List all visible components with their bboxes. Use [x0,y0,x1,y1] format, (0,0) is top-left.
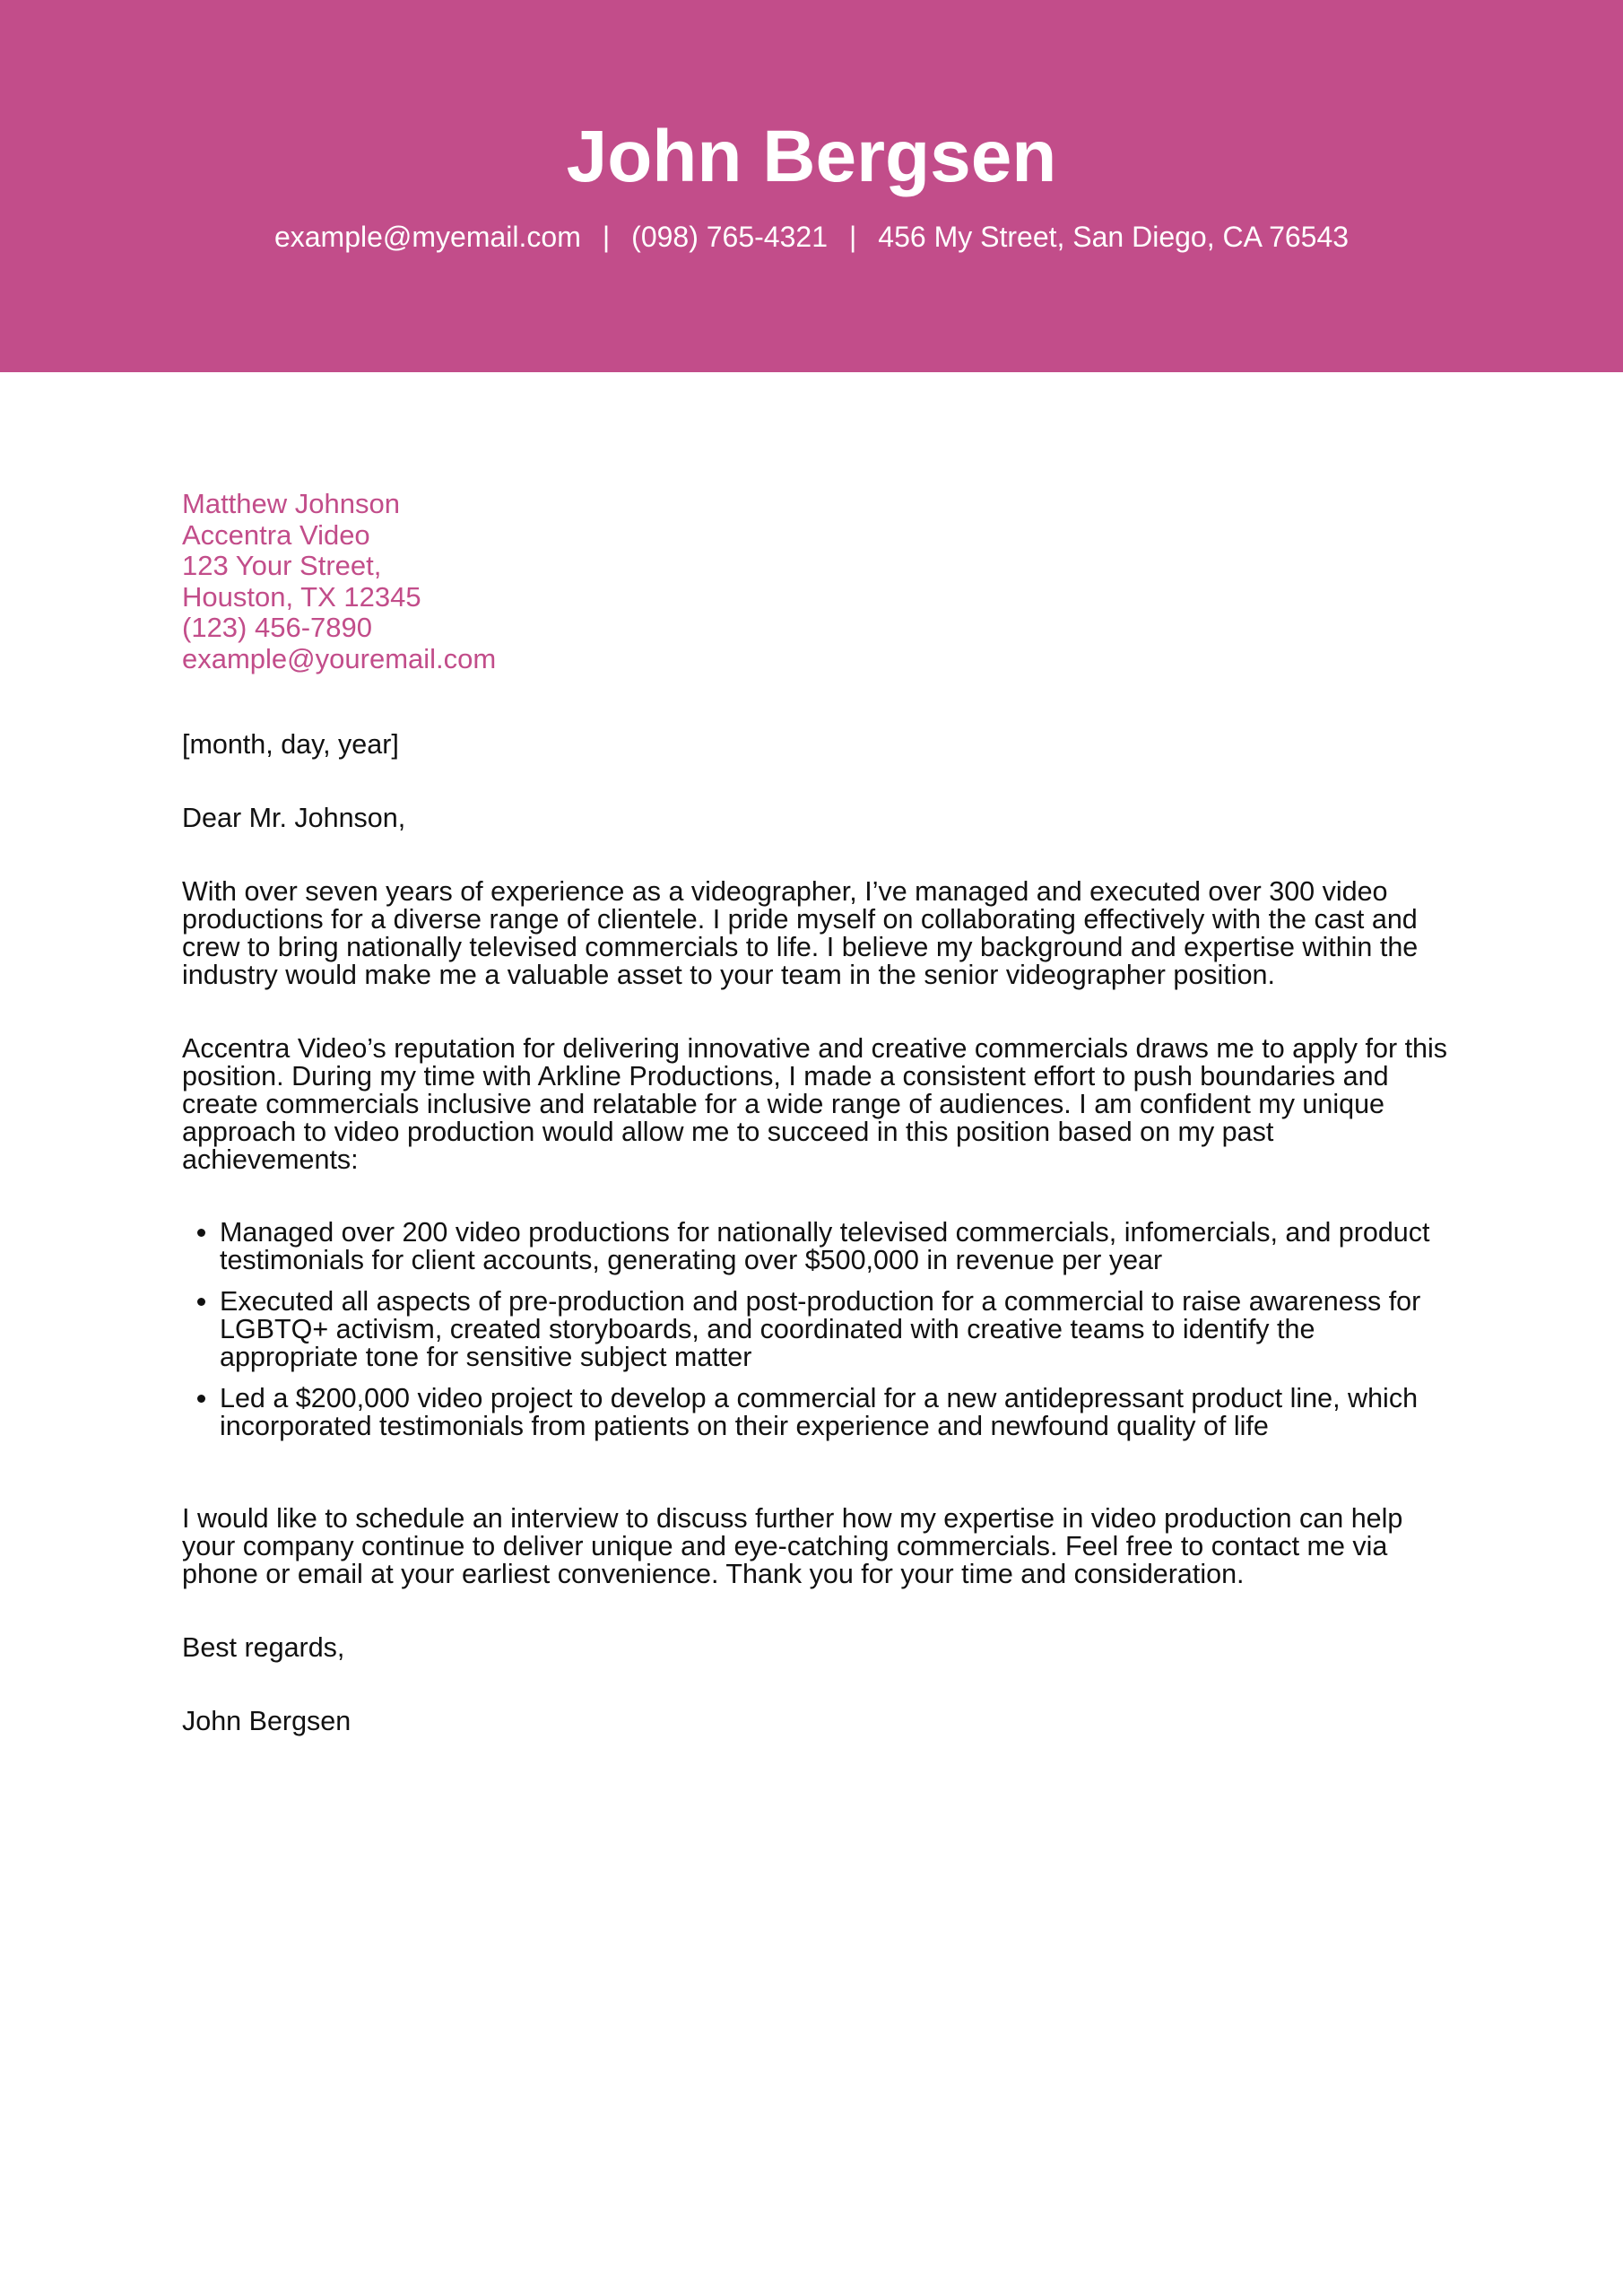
applicant-contact-line [0,217,1623,257]
letter-date: [month, day, year] [182,729,399,760]
header-banner [0,0,1623,372]
applicant-name: John Bergsen [566,116,1057,197]
applicant-email: example@myemail.com [273,221,581,253]
salutation: Dear Mr. Johnson, [182,803,406,833]
closing-phrase: Best regards, [182,1632,345,1663]
applicant-phone: (098) 765-4321 [631,221,828,253]
achievement-item: • Managed over 200 video productions for nationally televised commercials, infomercials, and product testimonials for client accounts, generating over $500,000 in revenue per year [220,1219,1455,1274]
body-paragraph: Accentra Video’s reputation for delivering innovative and creative commercials draws me to apply for this position. During my time with Arkline Productions, I made a consistent effort to push boundaries and create commercials inclusive and relatable for a wide range of audiences. I am confident my unique approach to video production would allow me to succeed in this position based on my past achievements: [182,1033,1448,1175]
achievement-item: • Executed all aspects of pre-production and post-production for a commercial to raise awareness for LGBTQ+ activism, created storyboards, and coordinated with creative teams to identify the appropriate tone for sensitive subject matter [220,1288,1455,1371]
achievement-item: • Led a $200,000 video project to develop a commercial for a new antidepressant product line, which incorporated testimonials from patients on their experience and newfound quality of life [220,1385,1455,1440]
contact-separator: | [848,221,857,253]
body-paragraph: With over seven years of experience as a videographer, I’ve managed and executed over 300 video productions for a diverse range of clientele. I pride myself on collaborating effectively with the cast and crew to bring nationally televised commercials to life. I believe my background and expertise within the industry would make me a valuable asset to your team in the senior videographer position. [182,876,1419,990]
recipient-phone: (123) 456-7890 [182,612,372,643]
letter-body [182,489,1455,1735]
closing-paragraph: I would like to schedule an interview to discuss further how my expertise in video production can help your company continue to deliver unique and eye-catching commercials. Feel free to contact me via phone or email at your earliest convenience. Thank you for your time and consideration. [182,1503,1403,1589]
achievements-list [182,1219,1455,1440]
recipient-city: Houston, TX 12345 [182,580,421,613]
recipient-email: example@youremail.com [182,642,497,674]
recipient-company: Accentra Video [182,518,370,551]
contact-separator: | [602,221,611,253]
recipient-block [182,489,1455,674]
recipient-name: Matthew Johnson [182,488,400,519]
signature-name: John Bergsen [182,1706,352,1736]
applicant-address: 456 My Street, San Diego, CA 76543 [878,221,1350,253]
recipient-street: 123 Your Street, [182,550,382,581]
